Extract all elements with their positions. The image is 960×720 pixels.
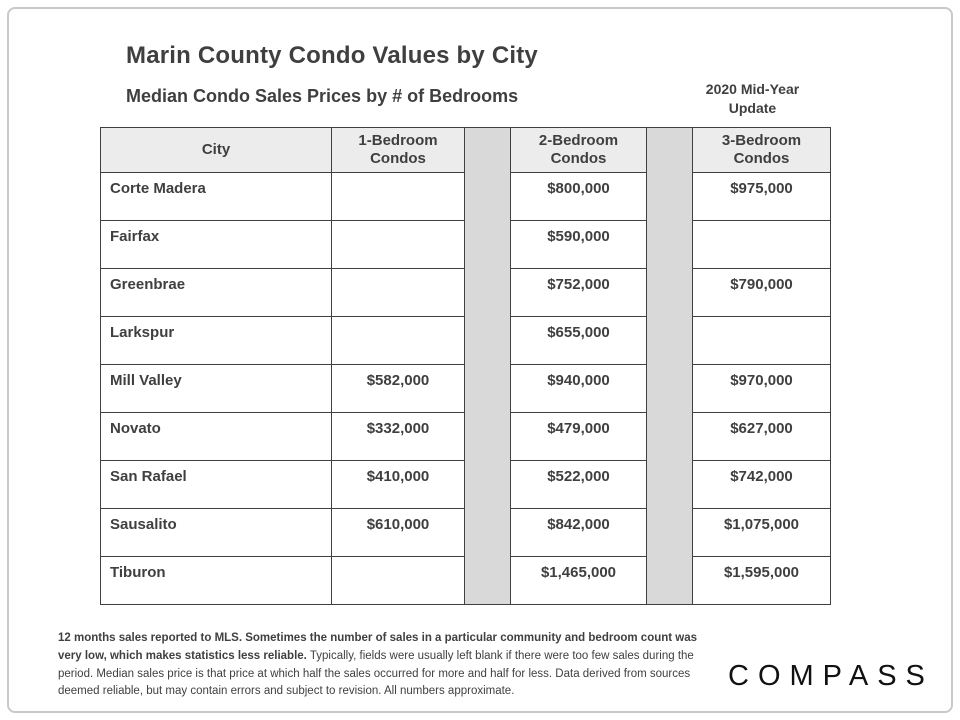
city-name: Sausalito: [101, 509, 332, 557]
spacer-column: [647, 461, 693, 509]
spacer-column: [647, 509, 693, 557]
price-3-bedroom: [693, 317, 831, 365]
footnote-regular-text: Typically, fields were usually left blank if there were too few sales during the period. Median sales price is that price at which half the sales occurred for more and half for less. Data derived from sources deemed reliable, but may contain errors and subject to revision. All numbers approximate.: [58, 649, 694, 698]
price-1-bedroom: $582,000: [332, 365, 465, 413]
spacer-column: [465, 221, 511, 269]
spacer-column: [465, 557, 511, 605]
price-1-bedroom: [332, 557, 465, 605]
table-row: [101, 173, 831, 221]
compass-logo: COMPASS: [728, 660, 934, 692]
spacer-column: [647, 317, 693, 365]
spacer-column: [647, 128, 693, 173]
spacer-column: [647, 269, 693, 317]
price-3-bedroom: $627,000: [693, 413, 831, 461]
city-name: Greenbrae: [101, 269, 332, 317]
table-row: [101, 365, 831, 413]
price-2-bedroom: $842,000: [511, 509, 647, 557]
spacer-column: [465, 461, 511, 509]
table-row: [101, 221, 831, 269]
price-2-bedroom: $590,000: [511, 221, 647, 269]
footnote: [58, 630, 720, 701]
price-3-bedroom: [693, 221, 831, 269]
price-3-bedroom: $742,000: [693, 461, 831, 509]
price-1-bedroom: [332, 173, 465, 221]
table-row: [101, 557, 831, 605]
price-1-bedroom: [332, 269, 465, 317]
table-row: [101, 269, 831, 317]
condo-values-table: [100, 127, 831, 605]
header-2-bedroom: 2-Bedroom Condos: [511, 128, 647, 173]
header-city: City: [101, 128, 332, 173]
spacer-column: [465, 128, 511, 173]
table-header-row: [101, 128, 831, 173]
city-name: Novato: [101, 413, 332, 461]
spacer-column: [647, 173, 693, 221]
price-1-bedroom: [332, 317, 465, 365]
price-1-bedroom: $332,000: [332, 413, 465, 461]
city-name: Tiburon: [101, 557, 332, 605]
spacer-column: [647, 365, 693, 413]
price-2-bedroom: $1,465,000: [511, 557, 647, 605]
page-title: Marin County Condo Values by City: [126, 42, 538, 69]
price-1-bedroom: $410,000: [332, 461, 465, 509]
spacer-column: [465, 365, 511, 413]
spacer-column: [465, 509, 511, 557]
table-body: [101, 173, 831, 605]
table-row: [101, 509, 831, 557]
footnote-bold-text: 12 months sales reported to MLS. Sometimes the number of sales in a particular community and bedroom count was very low, which makes statistics less reliable.: [58, 632, 698, 662]
spacer-column: [647, 413, 693, 461]
spacer-column: [647, 557, 693, 605]
update-badge: 2020 Mid-Year Update: [705, 81, 800, 116]
spacer-column: [465, 413, 511, 461]
price-3-bedroom: $790,000: [693, 269, 831, 317]
table-row: [101, 461, 831, 509]
price-2-bedroom: $752,000: [511, 269, 647, 317]
price-2-bedroom: $479,000: [511, 413, 647, 461]
price-2-bedroom: $522,000: [511, 461, 647, 509]
city-name: Mill Valley: [101, 365, 332, 413]
table-row: [101, 413, 831, 461]
spacer-column: [465, 173, 511, 221]
price-2-bedroom: $940,000: [511, 365, 647, 413]
price-3-bedroom: $1,595,000: [693, 557, 831, 605]
price-2-bedroom: $655,000: [511, 317, 647, 365]
page-subtitle: Median Condo Sales Prices by # of Bedrooms: [126, 86, 519, 106]
table-row: [101, 317, 831, 365]
price-1-bedroom: [332, 221, 465, 269]
price-3-bedroom: $970,000: [693, 365, 831, 413]
spacer-column: [465, 269, 511, 317]
price-3-bedroom: $1,075,000: [693, 509, 831, 557]
price-3-bedroom: $975,000: [693, 173, 831, 221]
header-3-bedroom: 3-Bedroom Condos: [693, 128, 831, 173]
city-name: Fairfax: [101, 221, 332, 269]
header-1-bedroom: 1-Bedroom Condos: [332, 128, 465, 173]
city-name: Larkspur: [101, 317, 332, 365]
spacer-column: [647, 221, 693, 269]
price-1-bedroom: $610,000: [332, 509, 465, 557]
city-name: San Rafael: [101, 461, 332, 509]
price-2-bedroom: $800,000: [511, 173, 647, 221]
spacer-column: [465, 317, 511, 365]
city-name: Corte Madera: [101, 173, 332, 221]
